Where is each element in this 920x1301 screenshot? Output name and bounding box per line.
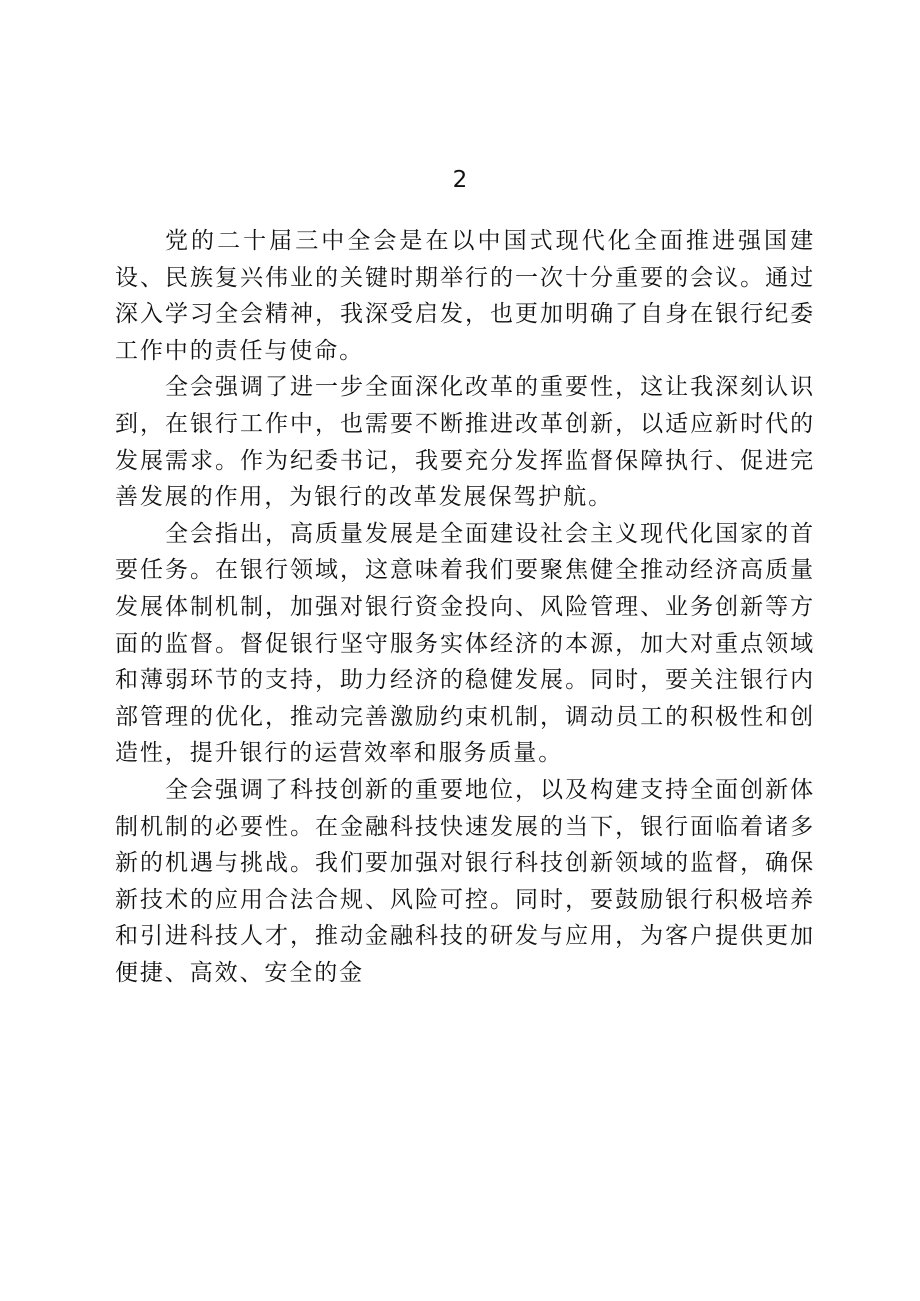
paragraph-4: 全会强调了科技创新的重要地位，以及构建支持全面创新体制机制的必要性。在金融科技快速发展的当下，银行面临着诸多新的机遇与挑战。我们要加强对银行科技创新领域的监督，确保新技术的应用合法合规、风险可控。同时，要鼓励银行积极培养和引进科技人才，推动金融科技的研发与应用，为客户提供更加便捷、高效、安全的金: [115, 776, 815, 986]
paragraph-1: 党的二十届三中全会是在以中国式现代化全面推进强国建设、民族复兴伟业的关键时期举行的一次十分重要的会议。通过深入学习全会精神，我深受启发，也更加明确了自身在银行纪委工作中的责任与使命。: [115, 228, 815, 364]
page-number: 2: [452, 167, 468, 193]
document-body: [115, 223, 815, 991]
paragraph-3: 全会指出，高质量发展是全面建设社会主义现代化国家的首要任务。在银行领域，这意味着我们要聚焦健全推动经济高质量发展体制机制，加强对银行资金投向、风险管理、业务创新等方面的监督。督促银行坚守服务实体经济的本源，加大对重点领域和薄弱环节的支持，助力经济的稳健发展。同时，要关注银行内部管理的优化，推动完善激励约束机制，调动员工的积极性和创造性，提升银行的运营效率和服务质量。: [115, 520, 815, 767]
paragraph-2: 全会强调了进一步全面深化改革的重要性，这让我深刻认识到，在银行工作中，也需要不断推进改革创新，以适应新时代的发展需求。作为纪委书记，我要充分发挥监督保障执行、促进完善发展的作用，为银行的改革发展保驾护航。: [115, 374, 815, 511]
